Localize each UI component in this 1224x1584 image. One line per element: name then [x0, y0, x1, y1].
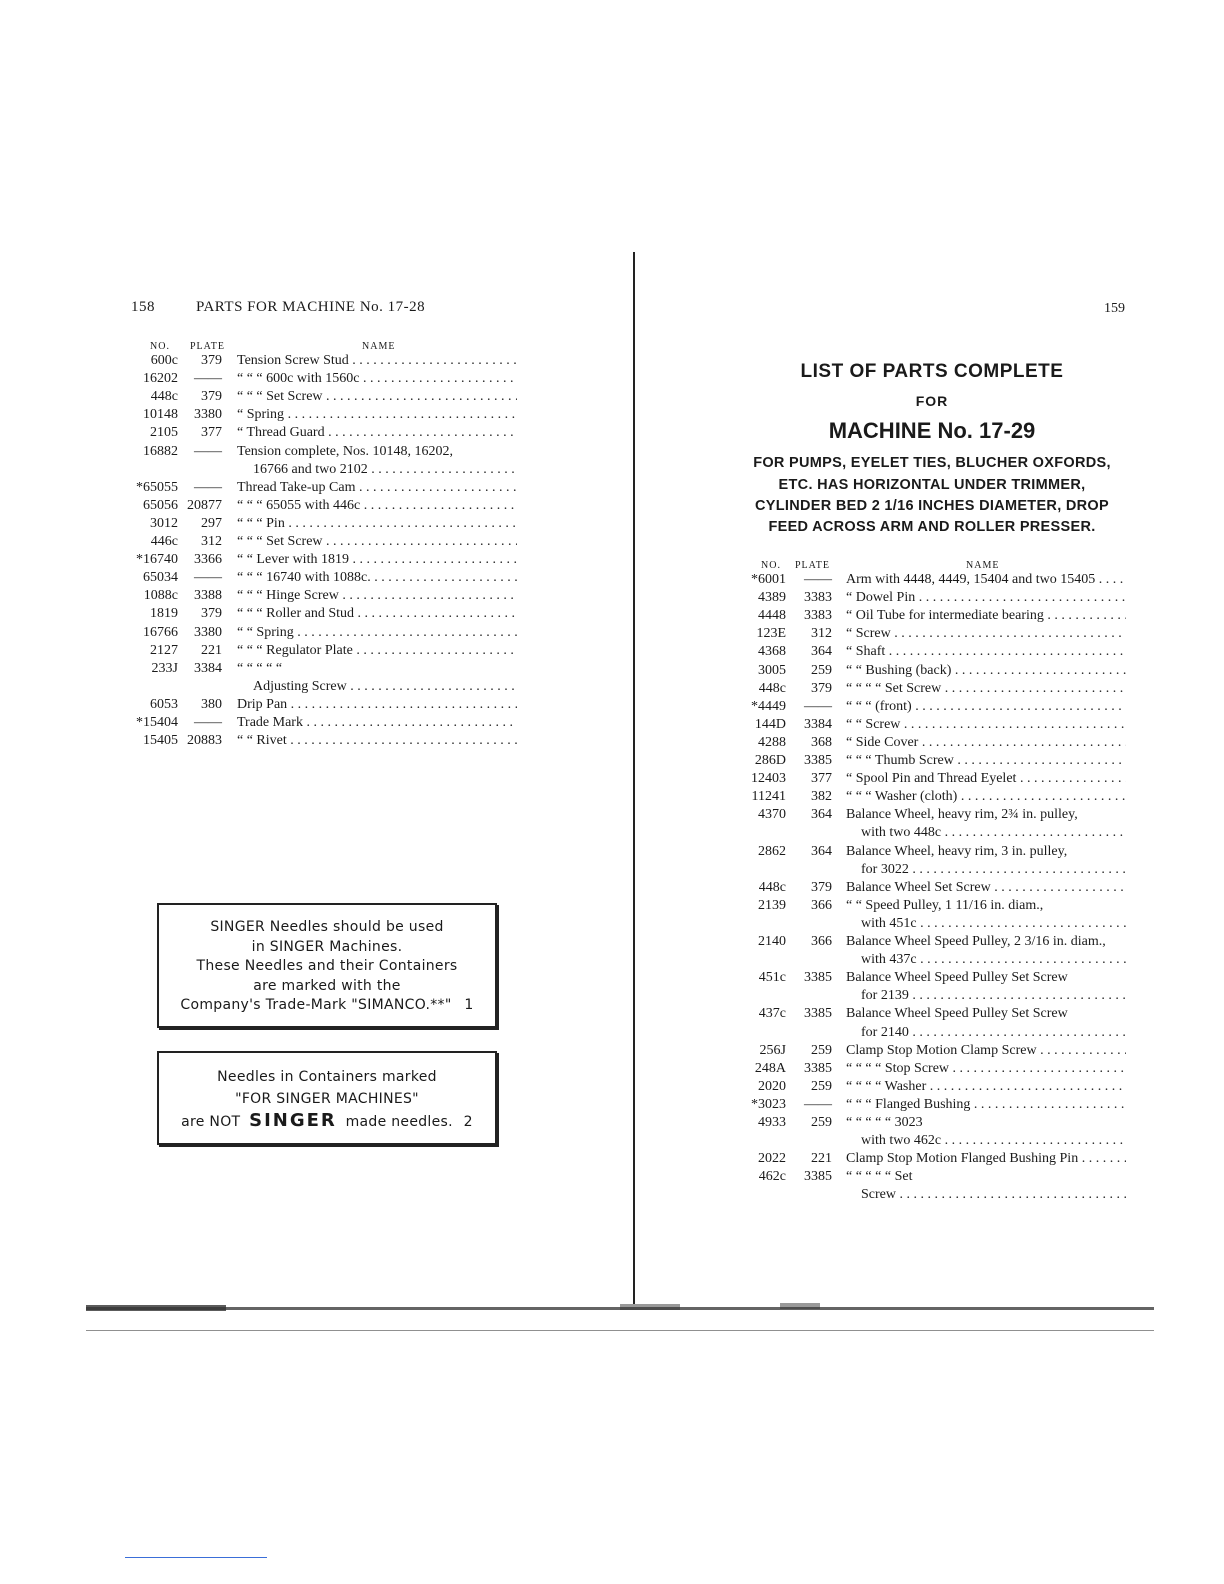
part-number: 256J: [759, 1042, 786, 1058]
notice-line: are NOT SINGER made needles. 2: [181, 1110, 473, 1131]
part-number: 144D: [754, 716, 786, 732]
notice-line: Needles in Containers marked: [217, 1069, 437, 1085]
part-number: 451c: [758, 970, 786, 986]
column-header-name: NAME: [362, 341, 396, 352]
part-number: *6001: [751, 572, 786, 587]
part-number: 2020: [758, 1078, 786, 1094]
notice-line: are marked with the: [253, 977, 401, 994]
part-name-continuation: with two 462c . . .: [861, 1132, 1126, 1150]
column-header-plate: PLATE: [795, 560, 830, 571]
plate-number: 368: [811, 734, 832, 750]
notice-box-for-singer-machines: [157, 1051, 497, 1145]
part-number: 4368: [758, 644, 786, 660]
part-name: Balance Wheel, heavy rim, 3 in. pulley,: [846, 843, 1068, 859]
part-number: 4448: [758, 608, 786, 624]
part-name-continuation: 16766 and two 2102 . . .: [253, 461, 517, 479]
part-name: Drip Pan . . .: [237, 696, 517, 714]
scan-artifact: [86, 1305, 226, 1311]
part-name: “ “ “ 65055 with 446c . . .: [237, 497, 517, 515]
part-number: 1088c: [143, 588, 178, 604]
plate-number: 221: [811, 1151, 832, 1167]
notice-line: in SINGER Machines.: [251, 938, 403, 955]
plate-number: 312: [201, 534, 222, 549]
part-number: *16740: [136, 552, 178, 568]
description-line: FOR PUMPS, EYELET TIES, BLUCHER OXFORDS,: [753, 455, 1111, 471]
description-line: CYLINDER BED 2 1/16 INCHES DIAMETER, DROP: [755, 498, 1109, 514]
plate-number: 366: [811, 934, 832, 949]
part-name: Tension complete, Nos. 10148, 16202,: [237, 443, 453, 459]
part-number: 446c: [150, 534, 178, 549]
plate-number: 366: [811, 897, 832, 913]
plate-number: 379: [201, 389, 222, 405]
part-name: “ “ “ 600c with 1560c . . .: [237, 370, 517, 388]
part-name-continuation: with 437c . . .: [861, 951, 1126, 969]
plate-number: 3383: [804, 590, 832, 606]
plate-number: ——: [194, 479, 222, 495]
part-number: 4933: [758, 1115, 786, 1130]
part-name: Thread Take-up Cam . . .: [237, 479, 517, 497]
plate-number: 259: [811, 662, 832, 678]
part-number: 2139: [758, 897, 786, 913]
part-name: “ “ Speed Pulley, 1 11/16 in. diam.,: [846, 897, 1044, 913]
part-name: “ “ “ Set Screw . . .: [237, 388, 517, 406]
part-name: “ “ “ Thumb Screw . . .: [846, 752, 1126, 770]
part-name: “ Spool Pin and Thread Eyelet . . .: [846, 770, 1126, 788]
part-name-continuation: Screw . . .: [861, 1186, 1126, 1204]
running-head: PARTS FOR MACHINE No. 17-28: [196, 299, 426, 315]
part-name: “ “ “ “ “ 3023: [846, 1115, 923, 1130]
part-name: Trade Mark . . .: [237, 714, 517, 732]
plate-number: ——: [194, 371, 222, 387]
part-name: Arm with 4448, 4449, 15404 and two 15405 . . .: [846, 571, 1126, 589]
plate-number: 364: [811, 843, 832, 859]
plate-number: ——: [194, 443, 222, 459]
page-number: 159: [1104, 301, 1125, 316]
part-number: 2127: [150, 642, 178, 658]
part-name: “ “ “ Washer (cloth) . . .: [846, 788, 1126, 806]
part-number: 233J: [151, 660, 178, 676]
part-name-continuation: for 2140 . . .: [861, 1024, 1126, 1042]
part-name: Clamp Stop Motion Flanged Bushing Pin . . .: [846, 1150, 1126, 1168]
scan-artifact: [780, 1303, 820, 1309]
part-number: 65034: [143, 570, 178, 586]
part-number: 448c: [758, 680, 786, 696]
part-number: 2105: [150, 425, 178, 441]
notice-box-singer-needles: [157, 903, 497, 1028]
part-name-continuation: for 3022 . . .: [861, 861, 1126, 879]
part-name: “ “ “ “ Stop Screw . . .: [846, 1060, 1126, 1078]
plate-number: ——: [804, 572, 832, 587]
bottom-rule: [86, 1330, 1154, 1331]
part-number: 6053: [150, 696, 178, 712]
plate-number: 364: [811, 807, 832, 823]
part-name: Tension Screw Stud . . .: [237, 352, 517, 370]
part-name: Clamp Stop Motion Clamp Screw . . .: [846, 1042, 1126, 1060]
part-number: 4370: [758, 807, 786, 823]
part-name: “ “ Lever with 1819 . . .: [237, 551, 517, 569]
notice-line: "FOR SINGER MACHINES": [235, 1091, 419, 1107]
part-name: “ Shaft . . .: [846, 643, 1126, 661]
part-name: “ “ Spring . . .: [237, 624, 517, 642]
part-number: 2022: [758, 1151, 786, 1167]
plate-number: 3385: [804, 970, 832, 986]
plate-number: 3380: [194, 407, 222, 423]
brand-name: SINGER: [210, 919, 266, 935]
part-name: “ “ “ Set Screw . . .: [237, 533, 517, 551]
plate-number: 3380: [194, 624, 222, 640]
part-name: “ “ Rivet . . .: [237, 732, 517, 750]
part-name: Balance Wheel Speed Pulley, 2 3/16 in. diam.,: [846, 934, 1106, 949]
footnote-marker: 2: [463, 1114, 473, 1130]
page-title: LIST OF PARTS COMPLETE: [800, 361, 1064, 382]
part-number: 3005: [758, 662, 786, 678]
description-line: FEED ACROSS ARM AND ROLLER PRESSER.: [768, 519, 1096, 535]
gutter-line: [633, 252, 635, 1304]
part-number: 16202: [143, 371, 178, 387]
plate-number: 3385: [804, 1060, 832, 1076]
part-name: “ “ Screw . . .: [846, 716, 1126, 734]
plate-number: 20883: [187, 733, 222, 749]
plate-number: 364: [811, 644, 832, 660]
part-name: “ “ “ Regulator Plate . . .: [237, 642, 517, 660]
part-name-continuation: Adjusting Screw . . .: [253, 678, 517, 696]
plate-number: 377: [811, 771, 832, 787]
part-number: 4389: [758, 590, 786, 606]
part-number: 4288: [758, 734, 786, 750]
plate-number: 297: [201, 515, 222, 531]
part-name: “ Screw . . .: [846, 625, 1126, 643]
plate-number: 3384: [194, 660, 222, 676]
plate-number: 380: [201, 696, 222, 712]
part-name: Balance Wheel Speed Pulley Set Screw: [846, 1006, 1068, 1022]
plate-number: 3385: [804, 1006, 832, 1022]
part-number: *15404: [136, 715, 178, 730]
plate-number: 221: [201, 642, 222, 658]
plate-number: 3366: [194, 552, 222, 568]
plate-number: 3384: [804, 716, 832, 732]
part-name: “ Dowel Pin . . .: [846, 589, 1126, 607]
part-name-continuation: with two 448c . . .: [861, 824, 1126, 842]
part-number: *65055: [136, 479, 178, 495]
part-number: 448c: [150, 389, 178, 405]
page-title-for: FOR: [915, 393, 949, 409]
machine-title: MACHINE No. 17-29: [828, 418, 1036, 443]
plate-number: 312: [811, 626, 832, 642]
part-number: 600c: [150, 353, 178, 368]
plate-number: 20877: [187, 497, 222, 513]
plate-number: 379: [201, 353, 222, 368]
part-name: “ “ “ Pin . . .: [237, 515, 517, 533]
part-number: 2862: [758, 843, 786, 859]
blue-underline: [125, 1557, 267, 1558]
notice-line: These Needles and their Containers: [196, 958, 458, 974]
part-name: “ Oil Tube for intermediate bearing . . .: [846, 607, 1126, 625]
part-name: “ “ “ Roller and Stud . . .: [237, 605, 517, 623]
plate-number: 379: [201, 606, 222, 622]
plate-number: ——: [804, 698, 832, 714]
part-name: “ “ “ “ “ Set: [846, 1169, 913, 1185]
column-header-no: NO.: [150, 341, 170, 352]
plate-number: ——: [194, 570, 222, 586]
part-name: “ Thread Guard . . .: [237, 424, 517, 442]
part-name: “ “ “ Hinge Screw . . .: [237, 587, 517, 605]
plate-number: 3385: [804, 753, 832, 768]
plate-number: ——: [194, 715, 222, 730]
part-name-continuation: for 2139 . . .: [861, 987, 1126, 1005]
column-header-no: NO.: [761, 560, 781, 571]
part-name: Balance Wheel Speed Pulley Set Screw: [846, 970, 1068, 986]
part-number: 15405: [143, 733, 178, 749]
part-number: 11241: [751, 789, 786, 805]
part-number: 16882: [143, 443, 178, 459]
plate-number: 259: [811, 1115, 832, 1130]
part-number: 248A: [754, 1060, 786, 1076]
plate-number: 377: [201, 425, 222, 441]
plate-number: ——: [804, 1096, 832, 1112]
part-number: 286D: [754, 753, 786, 768]
part-name: Balance Wheel Set Screw . . .: [846, 879, 1126, 897]
part-number: 448c: [758, 879, 786, 895]
column-header-name: NAME: [966, 560, 1000, 571]
column-header-plate: PLATE: [190, 341, 225, 352]
part-number: *4449: [751, 698, 786, 714]
footnote-marker: 1: [464, 997, 474, 1013]
plate-number: 3385: [804, 1169, 832, 1185]
part-number: 462c: [758, 1169, 786, 1185]
part-name-continuation: with 451c . . .: [861, 915, 1126, 933]
part-name: “ “ “ (front) . . .: [846, 698, 1126, 716]
part-number: 2140: [758, 934, 786, 949]
notice-line: SINGER Needles should be used: [210, 919, 444, 935]
part-name: “ “ “ “ “: [237, 660, 283, 676]
part-name: “ “ “ Flanged Bushing . . .: [846, 1096, 1126, 1114]
plate-number: 259: [811, 1042, 832, 1058]
part-name: Balance Wheel, heavy rim, 2¾ in. pulley,: [846, 807, 1078, 823]
notice-line: Company's Trade-Mark "SIMANCO.**" 1: [180, 997, 474, 1013]
part-number: 16766: [143, 624, 178, 640]
part-number: *3023: [751, 1096, 786, 1112]
part-number: 123E: [756, 626, 786, 642]
part-name: “ “ Bushing (back) . . .: [846, 662, 1126, 680]
part-name: “ Side Cover . . .: [846, 734, 1126, 752]
part-number: 3012: [150, 515, 178, 531]
scan-artifact: [620, 1304, 680, 1310]
description-line: ETC. HAS HORIZONTAL UNDER TRIMMER,: [778, 477, 1086, 493]
page-number: 158: [131, 299, 155, 315]
brand-name: SINGER: [269, 938, 325, 955]
plate-number: 379: [811, 879, 832, 895]
part-number: 1819: [150, 606, 178, 622]
plate-number: 259: [811, 1078, 832, 1094]
part-number: 12403: [751, 771, 786, 787]
plate-number: 3388: [194, 588, 222, 604]
part-number: 437c: [758, 1006, 786, 1022]
plate-number: 379: [811, 680, 832, 696]
plate-number: 382: [811, 789, 832, 805]
brand-name: SINGER: [249, 1110, 337, 1131]
part-name: “ “ “ “ Set Screw . . .: [846, 680, 1126, 698]
part-name: “ Spring . . .: [237, 406, 517, 424]
plate-number: 3383: [804, 608, 832, 624]
part-name: “ “ “ 16740 with 1088c. . . .: [237, 569, 517, 587]
part-number: 10148: [143, 407, 178, 423]
part-number: 65056: [143, 497, 178, 513]
part-name: “ “ “ “ Washer . . .: [846, 1078, 1126, 1096]
